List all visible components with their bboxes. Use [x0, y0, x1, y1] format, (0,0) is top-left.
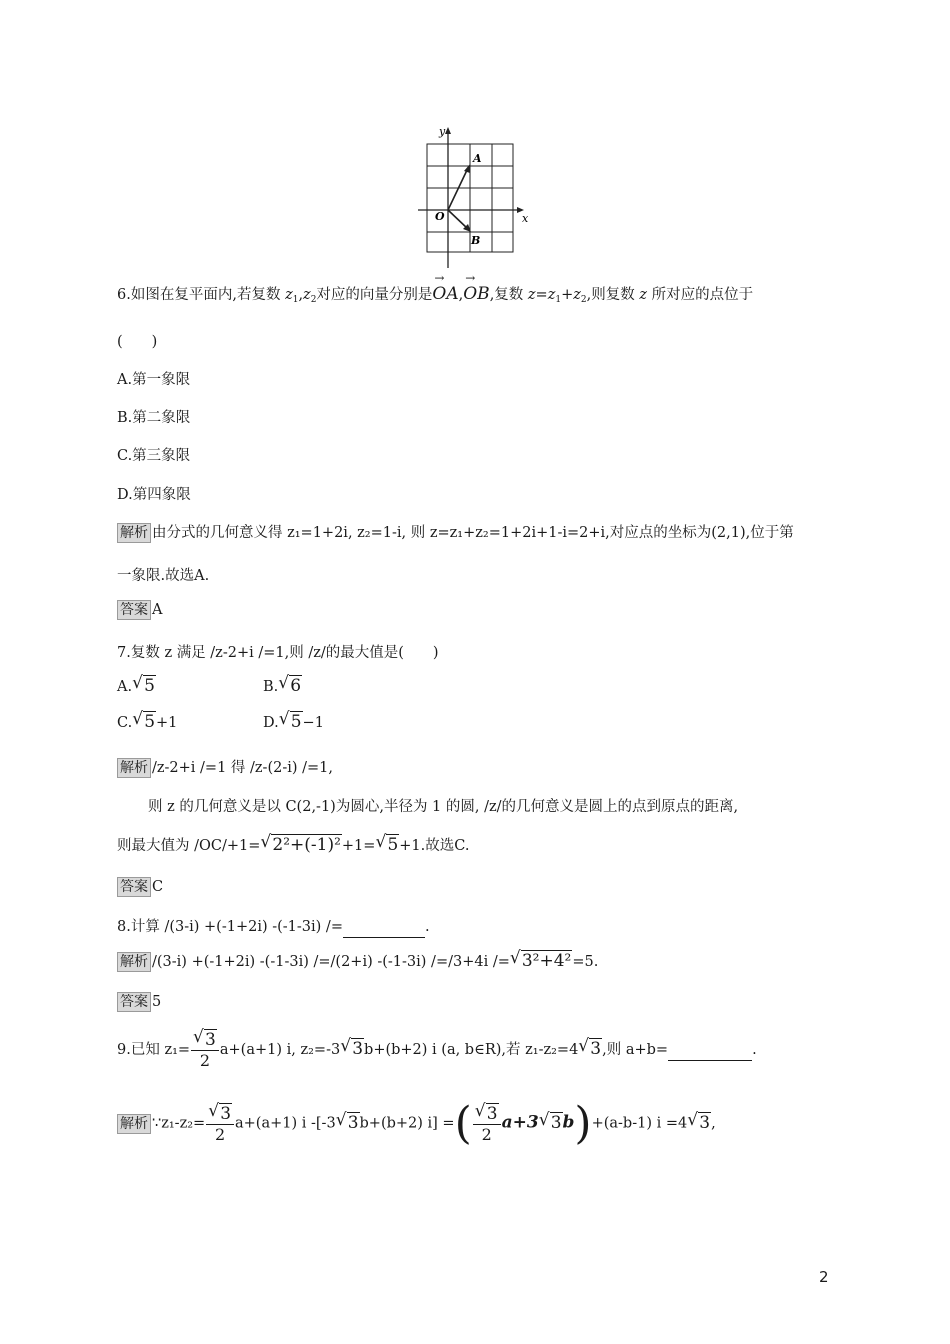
q9-analysis: 解析 ∵z₁-z₂= √ $\frac{3}{2}$ a+(a+1) i -[-3√ 3b+(b+2) i] =( √ $\frac{3}{2}$ a+3√ 3b)+(a-b-1) i =4√ 3, [117, 1098, 716, 1149]
point-a-label: A [473, 152, 482, 165]
page-number: 2 [819, 1268, 829, 1286]
analysis-tag: 解析 [117, 1114, 151, 1134]
q8-answer: 答案 5 [117, 992, 161, 1012]
answer-tag: 答案 [117, 992, 151, 1012]
vector-oa [448, 168, 468, 210]
vector-ob-label: OB → [463, 284, 489, 304]
q7-answer: 答案 C [117, 877, 163, 897]
analysis-tag: 解析 [117, 523, 151, 543]
vector-oa-label: OA → [432, 284, 458, 304]
analysis-tag: 解析 [117, 952, 151, 972]
q7-analysis: 解析 /z-2+i /=1 得 /z-(2-i) /=1, [117, 756, 333, 778]
q9-stem: 9.已知 z₁= √ $\frac{3}{2}$ a+(a+1) i, z₂=-3√ 3b+(b+2) i (a, b∈R),若 z₁-z₂=4√ 3,则 a+b= . [117, 1030, 757, 1070]
point-b-label: B [471, 234, 481, 247]
vector-ob [448, 210, 468, 229]
q7-analysis-line3: 则最大值为 /OC/+1=√ 2²+(-1)²+1=√ 5+1.故选C. [117, 834, 469, 855]
q8-stem: 8.计算 /(3-i) +(-1+2i) -(-1-3i) /= . [117, 915, 430, 938]
q7-option-b: B.√ 6 [263, 676, 302, 696]
q6-option-a: A.第一象限 [117, 372, 191, 388]
origin-label: O [435, 210, 445, 223]
q6-analysis: 解析 由分式的几何意义得 z₁=1+2i, z₂=1-i, 则 z=z₁+z₂=1+2i+1-i=2+i,对应点的坐标为(2,1),位于第 [117, 521, 794, 543]
q6-number: 6 [117, 287, 127, 303]
q6-option-d: D.第四象限 [117, 487, 191, 503]
answer-tag: 答案 [117, 877, 151, 897]
axis-x-label: x [522, 212, 529, 225]
q6-option-c: C.第三象限 [117, 448, 191, 464]
q6-paren: ( ) [117, 334, 158, 350]
vector-oa-arrowhead [464, 164, 470, 173]
q6-stem: 6.如图在复平面内,若复数 $z_1,z_2$对应的向量分别是OA →,OB →,复数 $z=z_1+z_2$,则复数 z 所对应的点位于 [117, 283, 753, 305]
q6-option-b: B.第二象限 [117, 410, 191, 426]
q7-stem: 7.复数 z 满足 /z-2+i /=1,则 /z/的最大值是( ) [117, 645, 439, 661]
q6-answer: 答案 A [117, 600, 162, 620]
axis-y-label: y [439, 125, 446, 138]
y-axis-arrow [445, 127, 451, 134]
q7-option-c: C.√ 5+1 [117, 712, 177, 732]
q6-analysis-line2: 一象限.故选A. [117, 568, 210, 584]
q7-option-d: D.√ 5−1 [263, 712, 324, 732]
answer-blank [668, 1044, 752, 1061]
answer-tag: 答案 [117, 600, 151, 620]
q8-analysis: 解析 /(3-i) +(-1+2i) -(-1-3i) /=/(2+i) -(-1-3i) /=/3+4i /=√ 3²+4²=5. [117, 951, 598, 972]
analysis-tag: 解析 [117, 758, 151, 778]
q7-option-a: A.√ 5 [117, 676, 156, 696]
grid [427, 144, 513, 252]
q7-analysis-line2: 则 z 的几何意义是以 C(2,-1)为圆心,半径为 1 的圆, /z/的几何意义是圆上的点到原点的距离, [148, 799, 739, 815]
answer-blank [343, 921, 425, 938]
complex-plane-figure [414, 122, 534, 270]
